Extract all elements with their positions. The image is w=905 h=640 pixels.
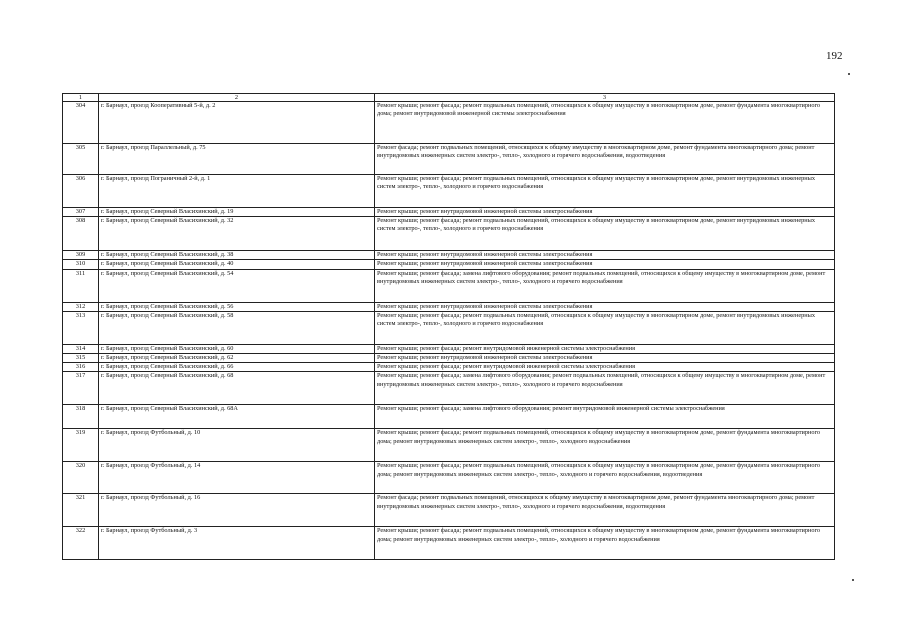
- table-row: [63, 354, 835, 363]
- row-number: 309: [63, 251, 99, 260]
- row-works: Ремонт фасада; ремонт подвальных помещений, относящихся к общему имуществу в многоквартирном доме, ремонт фундамента многоквартирного дома; ремонт внутридомовых инженерных систем электро-, тепло-, холодного и горячего водоснабжения, водоотведения: [375, 494, 835, 527]
- row-address: г. Барнаул, проезд Северный Власихинский, д. 62: [99, 354, 375, 363]
- row-address: г. Барнаул, проезд Параллельный, д. 75: [99, 144, 375, 175]
- table-row: [63, 251, 835, 260]
- row-works: Ремонт крыши; ремонт фасада; ремонт подвальных помещений, относящихся к общему имуществу в многоквартирном доме, ремонт фундамента многоквартирного дома; ремонт внутридомовых инженерных систем электро-, тепло-, холодного и горячего водоснабжения: [375, 527, 835, 560]
- row-address: г. Барнаул, проезд Северный Власихинский, д. 38: [99, 251, 375, 260]
- row-address: г. Барнаул, проезд Северный Власихинский, д. 68: [99, 372, 375, 405]
- row-address: г. Барнаул, проезд Северный Власихинский, д. 54: [99, 269, 375, 302]
- works-table: [62, 93, 835, 560]
- row-number: 322: [63, 527, 99, 560]
- row-number: 304: [63, 102, 99, 144]
- row-number: 320: [63, 462, 99, 494]
- page-number: 192: [826, 50, 843, 62]
- row-number: 312: [63, 302, 99, 311]
- row-address: г. Барнаул, проезд Северный Власихинский, д. 58: [99, 311, 375, 344]
- row-address: г. Барнаул, проезд Футбольный, д. 10: [99, 429, 375, 462]
- row-works: Ремонт крыши; ремонт фасада; ремонт подвальных помещений, относящихся к общему имуществу в многоквартирном доме, ремонт внутридомовых инженерных систем электро-, тепло-, холодного и горячего водоснабжения: [375, 311, 835, 344]
- table-row: [63, 527, 835, 560]
- row-works: Ремонт крыши; ремонт внутридомовой инженерной системы электроснабжения: [375, 260, 835, 269]
- row-works: Ремонт крыши; ремонт фасада; замена лифтового оборудования; ремонт подвальных помещений, относящихся к общему имуществу в многоквартирном доме, ремонт внутридомовых инженерных систем электро-, тепло-, холодного и горячего водоснабжения: [375, 372, 835, 405]
- table-body: [63, 94, 835, 560]
- table-row: [63, 494, 835, 527]
- row-works: Ремонт фасада; ремонт подвальных помещений, относящихся к общему имуществу в многоквартирном доме, ремонт фундамента многоквартирного дома; ремонт внутридомовых инженерных систем электро-, тепло-, холодного и горячего водоснабжения, водоотведения: [375, 144, 835, 175]
- row-works: Ремонт крыши; ремонт фасада; замена лифтового оборудования; ремонт подвальных помещений, относящихся к общему имуществу в многоквартирном доме, ремонт внутридомовых инженерных систем электро-, тепло-, холодного и горячего водоснабжения: [375, 269, 835, 302]
- row-works: Ремонт крыши; ремонт фасада; ремонт подвальных помещений, относящихся к общему имуществу в многоквартирном доме, ремонт внутридомовых инженерных систем электро-, тепло-, холодного и горячего водоснабжения: [375, 175, 835, 208]
- header-col-3: 3: [375, 94, 835, 102]
- row-address: г. Барнаул, проезд Кооперативный 5-й, д. 2: [99, 102, 375, 144]
- header-col-2: 2: [99, 94, 375, 102]
- scan-speck: [848, 73, 850, 75]
- table-row: [63, 144, 835, 175]
- row-number: 317: [63, 372, 99, 405]
- row-works: Ремонт крыши; ремонт внутридомовой инженерной системы электроснабжения: [375, 302, 835, 311]
- row-address: г. Барнаул, проезд Северный Власихинский, д. 68А: [99, 405, 375, 429]
- table-row: [63, 405, 835, 429]
- row-address: г. Барнаул, проезд Северный Власихинский, д. 60: [99, 344, 375, 353]
- row-works: Ремонт крыши; ремонт внутридомовой инженерной системы электроснабжения: [375, 208, 835, 217]
- row-address: г. Барнаул, проезд Футбольный, д. 3: [99, 527, 375, 560]
- scan-speck: [852, 579, 854, 581]
- table-row: [63, 302, 835, 311]
- row-address: г. Барнаул, проезд Северный Власихинский, д. 40: [99, 260, 375, 269]
- row-works: Ремонт крыши; ремонт фасада; ремонт подвальных помещений, относящихся к общему имуществу в многоквартирном доме, ремонт внутридомовых инженерных систем электро-, тепло-, холодного и горячего водоснабжения: [375, 217, 835, 251]
- table-row: [63, 363, 835, 372]
- row-works: Ремонт крыши; ремонт фасада; замена лифтового оборудования; ремонт внутридомовой инженерной системы электроснабжения: [375, 405, 835, 429]
- row-works: Ремонт крыши; ремонт фасада; ремонт подвальных помещений, относящихся к общему имуществу в многоквартирном доме, ремонт фундамента многоквартирного дома; ремонт внутридомовых инженерных систем электро-, тепло-, холодного и горячего водоснабжения, водоотведения: [375, 462, 835, 494]
- row-number: 318: [63, 405, 99, 429]
- table-row: [63, 208, 835, 217]
- table-row: [63, 102, 835, 144]
- row-number: 311: [63, 269, 99, 302]
- row-address: г. Барнаул, проезд Северный Власихинский, д. 32: [99, 217, 375, 251]
- row-works: Ремонт крыши; ремонт фасада; ремонт подвальных помещений, относящихся к общему имуществу в многоквартирном доме, ремонт фундамента многоквартирного дома; ремонт внутридомовых инженерных систем электро-, тепло-, холодного водоснабжения: [375, 429, 835, 462]
- row-works: Ремонт крыши; ремонт внутридомовой инженерной системы электроснабжения: [375, 251, 835, 260]
- row-address: г. Барнаул, проезд Футбольный, д. 14: [99, 462, 375, 494]
- row-number: 306: [63, 175, 99, 208]
- row-works: Ремонт крыши; ремонт фасада; ремонт внутридомовой инженерной системы электроснабжения: [375, 344, 835, 353]
- row-address: г. Барнаул, проезд Футбольный, д. 16: [99, 494, 375, 527]
- row-number: 316: [63, 363, 99, 372]
- row-address: г. Барнаул, проезд Северный Власихинский, д. 66: [99, 363, 375, 372]
- table-row: [63, 344, 835, 353]
- row-works: Ремонт крыши; ремонт внутридомовой инженерной системы электроснабжения: [375, 354, 835, 363]
- table-row: [63, 429, 835, 462]
- row-number: 315: [63, 354, 99, 363]
- table-header-row: [63, 94, 835, 102]
- row-number: 313: [63, 311, 99, 344]
- table-row: [63, 260, 835, 269]
- row-number: 308: [63, 217, 99, 251]
- row-address: г. Барнаул, проезд Пограничный 2-й, д. 1: [99, 175, 375, 208]
- row-number: 319: [63, 429, 99, 462]
- table-row: [63, 217, 835, 251]
- row-address: г. Барнаул, проезд Северный Власихинский, д. 56: [99, 302, 375, 311]
- table-row: [63, 462, 835, 494]
- header-col-1: 1: [63, 94, 99, 102]
- row-address: г. Барнаул, проезд Северный Власихинский, д. 19: [99, 208, 375, 217]
- row-works: Ремонт крыши; ремонт фасада; ремонт подвальных помещений, относящихся к общему имуществу в многоквартирном доме, ремонт фундамента многоквартирного дома; ремонт внутридомовой инженерной системы электроснабжения: [375, 102, 835, 144]
- row-number: 307: [63, 208, 99, 217]
- row-number: 305: [63, 144, 99, 175]
- row-number: 321: [63, 494, 99, 527]
- table-row: [63, 372, 835, 405]
- table-row: [63, 311, 835, 344]
- table-row: [63, 269, 835, 302]
- row-works: Ремонт крыши; ремонт фасада; ремонт внутридомовой инженерной системы электроснабжения: [375, 363, 835, 372]
- row-number: 310: [63, 260, 99, 269]
- row-number: 314: [63, 344, 99, 353]
- table-row: [63, 175, 835, 208]
